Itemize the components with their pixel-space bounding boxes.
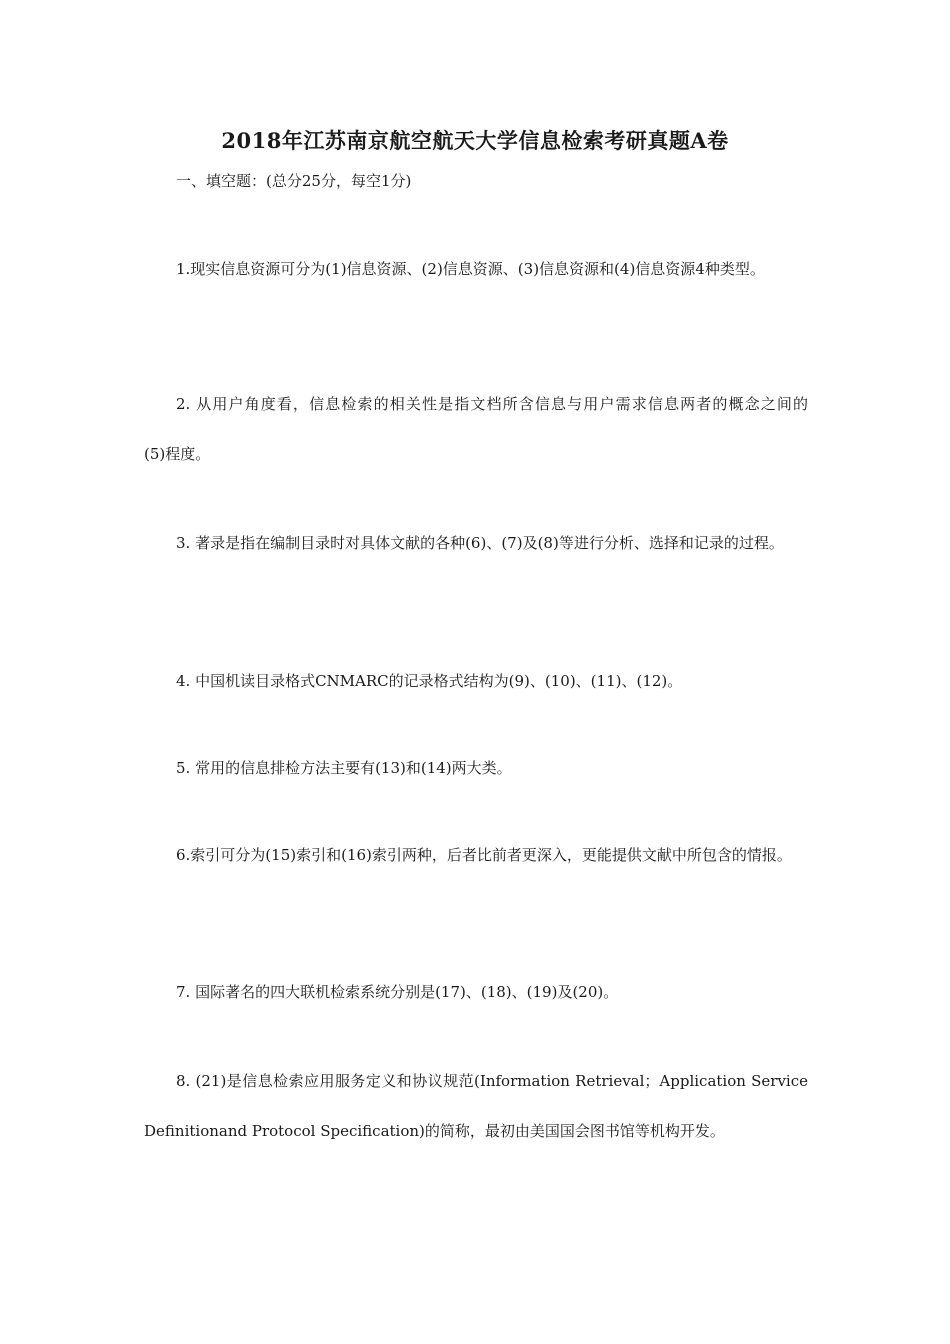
question-6: 6.索引可分为(15)索引和(16)索引两种，后者比前者更深入，更能提供文献中所包含的情报。	[176, 846, 792, 864]
question-7: 7. 国际著名的四大联机检索系统分别是(17)、(18)、(19)及(20)。	[176, 983, 619, 1001]
question-2: 2. 从用户角度看，信息检索的相关性是指文档所含信息与用户需求信息两者的概念之间的 (5)程度。	[144, 395, 839, 463]
question-4: 4. 中国机读目录格式CNMARC的记录格式结构为(9)、(10)、(11)、(12)。	[176, 672, 683, 690]
question-3: 3. 著录是指在编制目录时对具体文献的各种(6)、(7)及(8)等进行分析、选择和记录的过程。	[176, 534, 784, 552]
section-heading: 一、填空题：(总分25分，每空1分)	[176, 172, 412, 190]
question-1: 1.现实信息资源可分为(1)信息资源、(2)信息资源、(3)信息资源和(4)信息资源4种类型。	[176, 260, 765, 278]
question-5: 5. 常用的信息排检方法主要有(13)和(14)两大类。	[176, 759, 512, 777]
page-title: 2018年江苏南京航空航天大学信息检索考研真题A卷	[221, 128, 729, 153]
question-8: 8. (21)是信息检索应用服务定义和协议规范(Information Retrieval；Application Service Definitionand Protocol Specification)的简称，最初由美国国会图书馆等机构开发。	[144, 1072, 808, 1140]
